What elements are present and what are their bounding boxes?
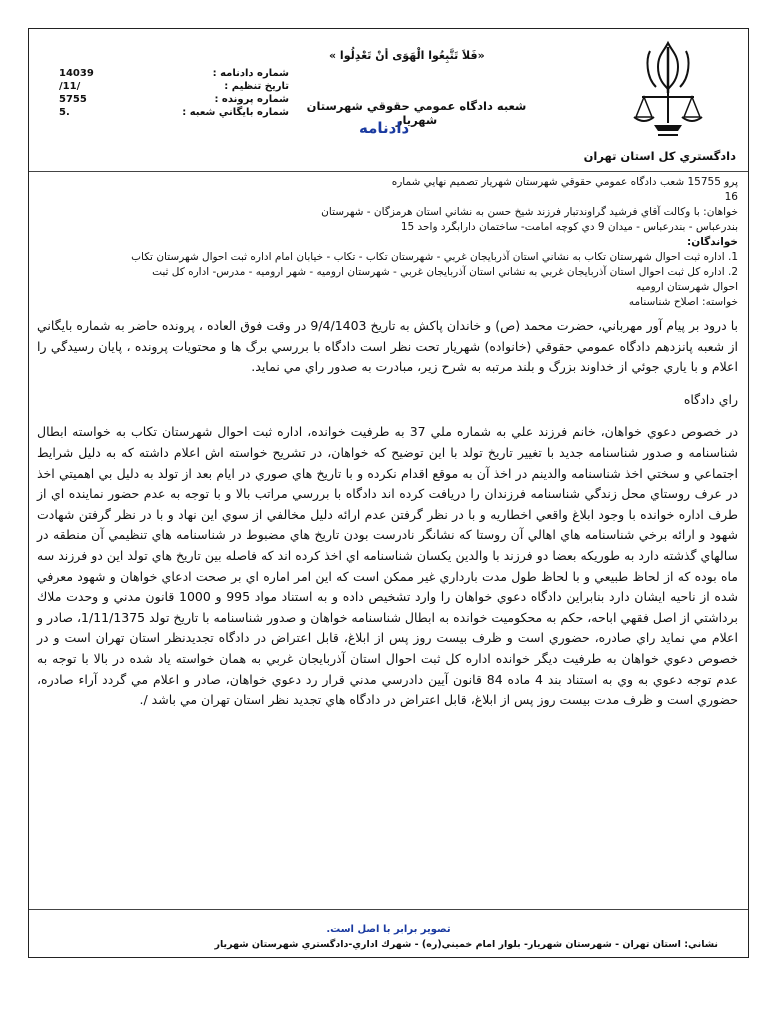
- document-page: [28, 28, 749, 958]
- meta-row-case: [59, 93, 289, 106]
- document-title: دادنامه: [359, 119, 410, 137]
- case-number-tail: 16: [724, 191, 738, 203]
- defendant-2-cont: احوال شهرستان اروميه: [636, 281, 738, 293]
- meta-label: تاريخ تنظيم :: [224, 81, 289, 92]
- court-address: نشاني: استان تهران - شهرستان شهريار- بلوار امام خميني(ره) - شهرك اداري-دادگستري شهرستان شهريار: [214, 939, 718, 950]
- verdict-title: راي دادگاه: [683, 391, 738, 407]
- meta-value: 5.: [59, 107, 70, 118]
- certified-copy-note: تصوير برابر با اصل است.: [326, 924, 451, 935]
- intro-paragraph: با درود بر پيام آور مهرباني، حضرت محمد (ص) و خاندان پاكش به تاريخ 9/4/1403 در وقت فوق العاده ، پرونده حاضر به شماره بايگاني از شعبه پانزدهم دادگاه عمومي حقوقي (خانواده) شهريار تحت نظر است دادگاه با بررسي برگ ها و محتويات پرونده ، پايان رسيدگي را اعلام و با ياري جوئي از خداوند بزرگ و بلند مرتبه به شرح زير، مبادرت به صدور راي مي نمايد.: [37, 318, 738, 375]
- case-number-line: پرو 15755 شعب دادگاه عمومي حقوقي شهرستان شهريار تصميم نهايي شماره: [391, 176, 738, 188]
- document-header: [29, 29, 748, 172]
- meta-label: شماره بايگاني شعبه :: [182, 107, 289, 118]
- meta-value: 5755: [59, 94, 87, 105]
- defendant-1: 1. اداره ثبت احوال شهرستان تكاب به نشاني استان آذربايجان غربي - شهرستان تكاب - تكاب - خيابان امام اداره ثبت احوال شهرستان تكاب: [131, 251, 738, 263]
- meta-value: 14039: [59, 68, 94, 79]
- plaintiff-address: بندرعباس - بندرعباس - ميدان 9 دي كوچه امامت- ساختمان دارابگرد واحد 15: [400, 221, 738, 233]
- meta-label: شماره پرونده :: [214, 94, 289, 105]
- case-info: [37, 175, 738, 310]
- document-content: [37, 175, 738, 711]
- quran-verse: «فَلاَ تَتَّبِعُوا الْهَوَى أنْ تَعْدِلُوا »: [329, 49, 485, 62]
- meta-value: /11/: [59, 81, 81, 92]
- document-footer: [29, 909, 748, 958]
- meta-row-date: [59, 80, 289, 93]
- defendants-label: خواندگان:: [687, 236, 738, 248]
- case-meta: [59, 67, 289, 119]
- court-name: شعبه دادگاه عمومي حقوقي شهرستان شهريار: [306, 99, 527, 127]
- plaintiff-line: خواهان: با وكالت آقاي فرشيد گراوندتبار فرزند شيخ حسن به نشاني استان هرمزگان - شهرستان: [321, 206, 738, 218]
- department-name: دادگستري كل استان تهران: [583, 149, 736, 163]
- verdict-paragraph: در خصوص دعوي خواهان، خانم فرزند علي به شماره ملي 37 به طرفيت خوانده، اداره ثبت احوال شهرستان تكاب به خواسته ابطال شناسنامه و صدور شناسنامه جديد با تغيير تاريخ تولد با اين توضيح كه خواهان، در تشريح خواسته اش اعلام داشته كه به دليل شرايط اجتماعي و سختي اخذ شناسنامه والدينم در اخذ آن به موقع اقدام نكرده و با تاريخ هاي صوري در ايام بعد از تولد به دليل بي اهميتي اخذ در عرف روستاي محل زندگي شناسنامه فرزندان را دريافت كرده اند دادگاه با بررسي مراتب بالا و با توجه به عدم حضور نماينده اي از طرف اداره خوانده با وجود ابلاغ واقعي اخطاريه و با در نظر گرفتن عدم ارائه دليل مخالفي از سوي اين نهاد و با در نظر گرفتن شهادت شهود و ارائه برخي شناسنامه هاي اهالي آن روستا كه نشانگر نادرست بودن تاريخ هاي مضبوط در شناسنامه هاي تنظيمي آن منطقه در سالهاي گذشته دارد به طوريكه بعضا دو فرزند با والدين يكسان شناسنامه اي اخذ كرده اند كه فاصله بين تاريخ هاي تولد اين دو فرزند سه ماه بوده كه از لحاظ طبيعي و با لحاظ طول مدت بارداري غير ممكن است كه اين امر اماره اي بر صحت ادعاي خواهان و شهود معرفي شده از ناحيه ايشان دارد بنابراين دادگاه دعوي خواهان را وارد تشخيص داده و به استناد مواد 995 و 1000 قانون مدني و وحدت ملاك برداشتي از اصل فقهي اباحه، حكم به محكوميت خوانده به ابطال شناسنامه خواهان و صدور شناسنامه با تاريخ تولد 1/11/1375، صادر و اعلام مي نمايد راي صادره، حضوري است و ظرف بيست روز پس از ابلاغ، قابل اعتراض در دادگاه تجديدنظر استان تهران است و در خصوص دعوي خواهان به طرفيت ديگر خوانده اداره كل ثبت احوال استان آذربايجان غربي به همان خواسته ياد شده در بالا با توجه به عدم توجه دعوي به وي به استناد بند 4 ماده 84 قانون آيين دادرسي مدني قرار رد دعوي خواهان، صادر و اعلام مي گردد آراء صادره، حضوري است و ظرف مدت بيست روز پس از ابلاغ، قابل اعتراض در دادگاه هاي تجديد نظر استان تهران مي باشد /.: [37, 424, 739, 708]
- meta-label: شماره دادنامه :: [212, 68, 289, 79]
- meta-row-archive: [59, 106, 289, 119]
- defendant-2: 2. اداره كل ثبت احوال استان آذربايجان غربي به نشاني استان آذربايجان غربي - شهرستان اروميه - شهر اروميه - مدرس- اداره كل ثبت: [152, 266, 738, 278]
- claim-line: خواسته: اصلاح شناسنامه: [628, 296, 738, 308]
- meta-row-judgment: [59, 67, 289, 80]
- iran-emblem-icon: [628, 37, 708, 147]
